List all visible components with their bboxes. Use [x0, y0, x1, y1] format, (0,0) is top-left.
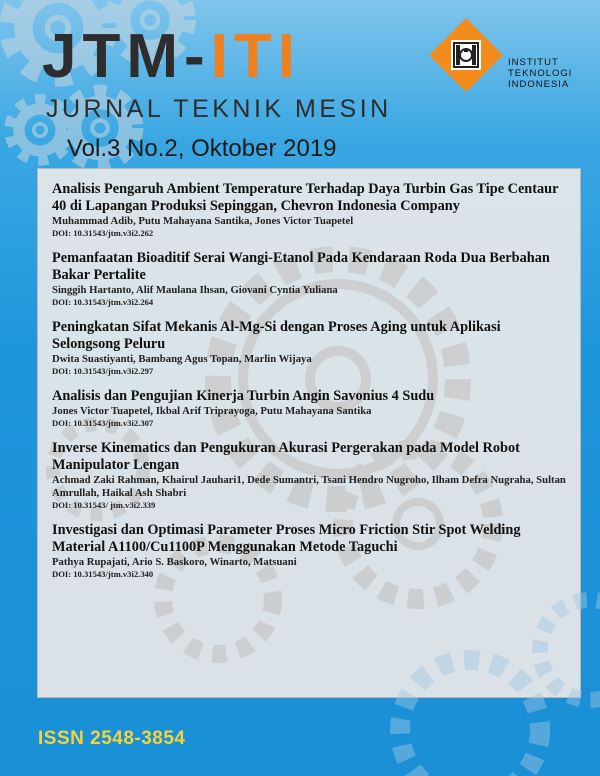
article-title[interactable]: Pemanfaatan Bioaditif Serai Wangi-Etanol Pada Kendaraan Roda Dua Berbahan Bakar Pertalite [52, 250, 550, 283]
article-doi[interactable]: DOI: 10.31543/jtm.v3i2.262 [52, 228, 154, 238]
article-doi[interactable]: DOI: 10.31543/ jtm.v3i2.339 [52, 500, 156, 510]
article-doi[interactable]: DOI: 10.31543/jtm.v3i2.340 [52, 569, 154, 579]
article-authors: Pathya Rupajati, Ario S. Baskoro, Winarto, Matsuani [52, 556, 297, 568]
institution-name-line2: TEKNOLOGI [508, 68, 573, 79]
article-authors: Dwita Suastiyanti, Bambang Agus Topan, Marlin Wijaya [52, 353, 312, 365]
article-title[interactable]: Analisis Pengaruh Ambient Temperature Terhadap Daya Turbin Gas Tipe Centaur 40 di Lapangan Produksi Sepinggan, Chevron Indonesia Company [52, 181, 559, 214]
article-authors: Muhammad Adib, Putu Mahayana Santika, Jones Victor Tuapetel [52, 215, 354, 227]
institution-name-line3: INDONESIA [508, 79, 570, 90]
article-doi[interactable]: DOI: 10.31543/jtm.v3i2.297 [52, 366, 154, 376]
journal-subtitle: JURNAL TEKNIK MESIN [46, 95, 392, 123]
article-title[interactable]: Investigasi dan Optimasi Parameter Proses Micro Friction Stir Spot Welding Material A1100/Cu1100P Menggunakan Metode Taguchi [52, 522, 521, 555]
issn-number: ISSN 2548-3854 [38, 728, 186, 749]
article-title[interactable]: Peningkatan Sifat Mekanis Al-Mg-Si dengan Proses Aging untuk Aplikasi Selongsong Peluru [52, 319, 501, 352]
article-title[interactable]: Analisis dan Pengujian Kinerja Turbin Angin Savonius 4 Sudu [52, 388, 435, 404]
article-doi[interactable]: DOI: 10.31543/jtm.v3i2.307 [52, 418, 154, 428]
article-authors: Jones Victor Tuapetel, Ikbal Arif Triprayoga, Putu Mahayana Santika [52, 405, 372, 417]
logo-title-accent: ITI [210, 22, 301, 91]
article-authors: Achmad Zaki Rahman, Khairul Jauhari1, Dede Sumantri, Tsani Hendro Nugroho, Ilham Defra Nugraha, Sultan Amrullah, Haikal Ash Shabri [52, 474, 566, 499]
volume-issue: Vol.3 No.2, Oktober 2019 [67, 135, 337, 162]
article-doi[interactable]: DOI: 10.31543/jtm.v3i2.264 [52, 297, 154, 307]
institution-name-line1: INSTITUT [508, 57, 559, 68]
article-title[interactable]: Inverse Kinematics dan Pengukuran Akurasi Pergerakan pada Model Robot Manipulator Lengan [52, 440, 520, 473]
article-authors: Singgih Hartanto, Alif Maulana Ihsan, Giovani Cyntia Yuliana [52, 284, 338, 296]
logo-title-main: JTM- [42, 22, 211, 91]
